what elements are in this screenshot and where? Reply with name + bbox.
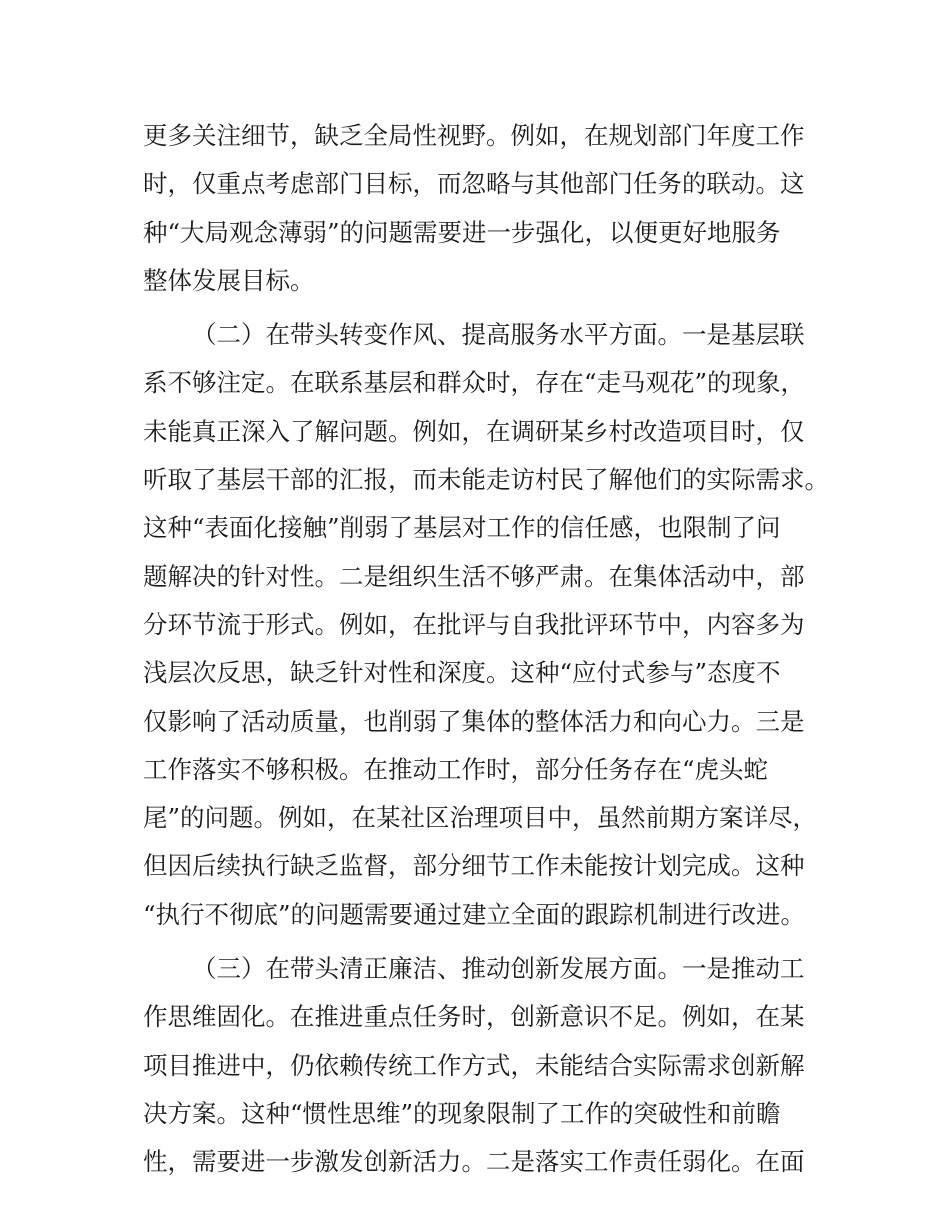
text-line: 尾”的问题。例如，在某社区治理项目中，虽然前期方案详尽， (143, 803, 818, 833)
text-line: 但因后续执行缺乏监督，部分细节工作未能按计划完成。这种 (143, 851, 805, 881)
text-line: 这种“表面化接触”削弱了基层对工作的信任感，也限制了问 (143, 513, 781, 543)
document-body (143, 112, 828, 1187)
text-line: 分环节流于形式。例如，在批评与自我批评环节中，内容多为 (143, 609, 805, 639)
paragraph-3 (143, 945, 828, 1186)
text-line: 系不够注定。在联系基层和群众时，存在“走马观花”的现象， (143, 368, 806, 398)
text-line: 未能真正深入了解问题。例如，在调研某乡村改造项目时，仅 (143, 416, 805, 446)
text-line: 决方案。这种“惯性思维”的现象限制了工作的突破性和前瞻 (143, 1098, 781, 1128)
text-line: 种“大局观念薄弱”的问题需要进一步强化，以便更好地服务 (143, 217, 781, 247)
text-line: 时，仅重点考虑部门目标，而忽略与其他部门任务的联动。这 (143, 169, 805, 199)
paragraph-2 (143, 311, 828, 939)
text-line: 整体发展目标。 (143, 265, 315, 295)
paragraph-1 (143, 112, 828, 305)
text-line: 听取了基层干部的汇报，而未能走访村民了解他们的实际需求。 (143, 465, 829, 495)
text-line: 题解决的针对性。二是组织生活不够严肃。在集体活动中，部 (143, 561, 805, 591)
text-line: 性，需要进一步激发创新活力。二是落实工作责任弱化。在面 (143, 1147, 805, 1177)
text-line: 作思维固化。在推进重点任务时，创新意识不足。例如，在某 (143, 1002, 805, 1032)
text-line: （三）在带头清正廉洁、推动创新发展方面。一是推动工 (192, 954, 805, 984)
text-line: 更多关注细节，缺乏全局性视野。例如，在规划部门年度工作 (143, 121, 805, 150)
text-line: 浅层次反思，缺乏针对性和深度。这种“应付式参与”态度不 (143, 658, 781, 688)
text-line: “执行不彻底”的问题需要通过建立全面的跟踪机制进行改进。 (143, 899, 806, 929)
text-line: 项目推进中，仍依赖传统工作方式，未能结合实际需求创新解 (143, 1050, 805, 1080)
text-line: 工作落实不够积极。在推动工作时，部分任务存在“虎头蛇 (143, 754, 769, 784)
text-line: 仅影响了活动质量，也削弱了集体的整体活力和向心力。三是 (143, 706, 805, 736)
text-line: （二）在带头转变作风、提高服务水平方面。一是基层联 (192, 320, 805, 350)
